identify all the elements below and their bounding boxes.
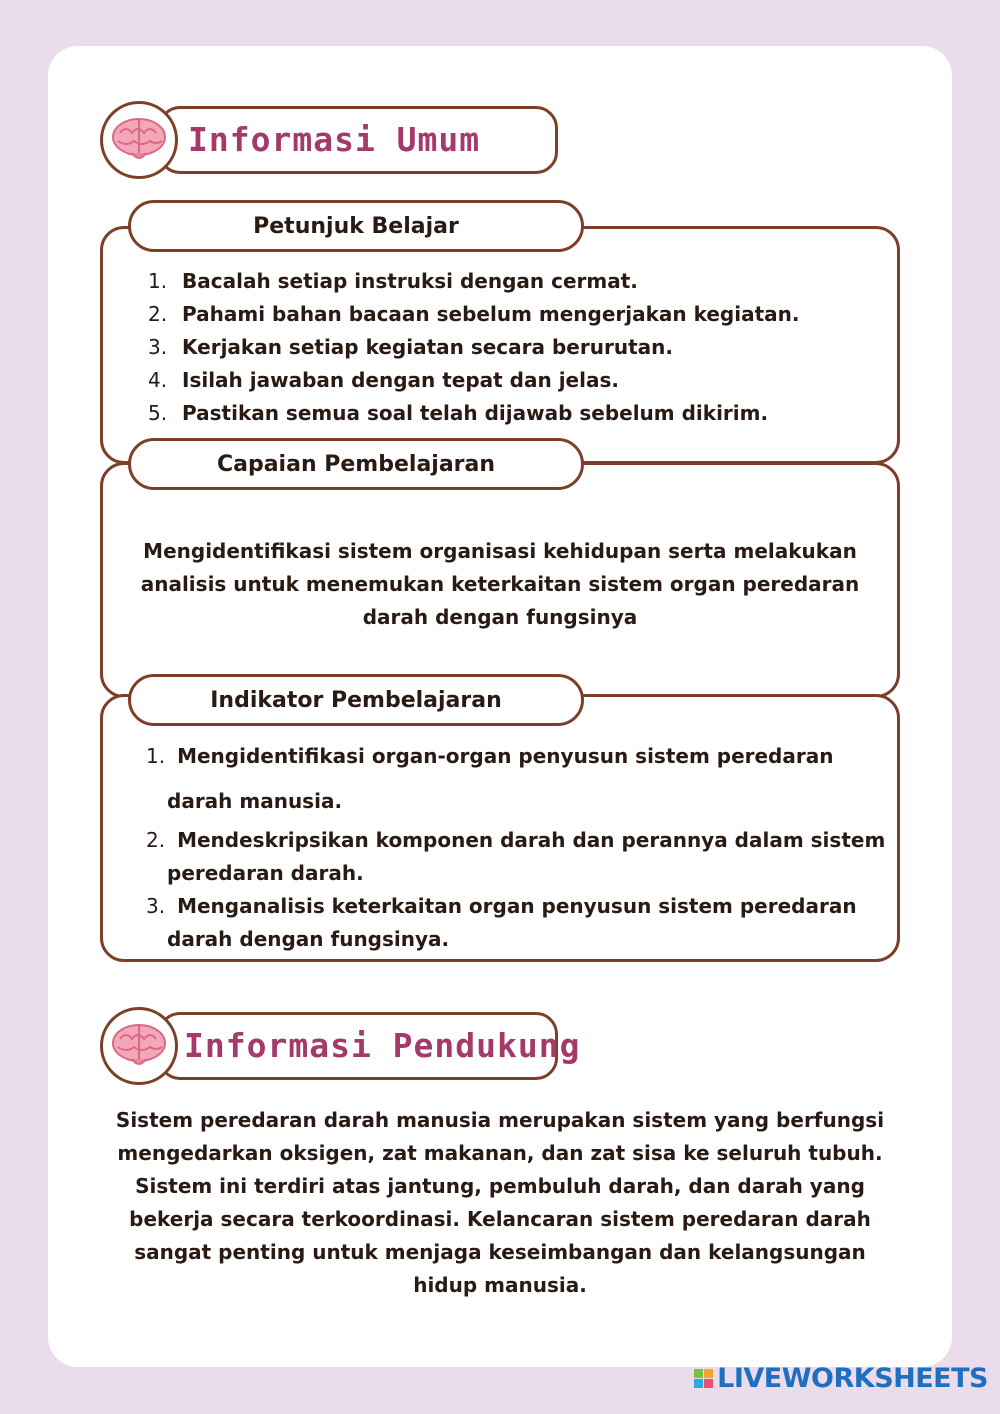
capaian-label: Capaian Pembelajaran bbox=[128, 438, 584, 490]
logo-grid-icon bbox=[694, 1369, 713, 1388]
list-item-continuation: darah dengan fungsinya. bbox=[167, 927, 450, 951]
indikator-label: Indikator Pembelajaran bbox=[128, 674, 584, 726]
list-item: 3. Kerjakan setiap kegiatan secara berurutan. bbox=[148, 335, 673, 359]
support-paragraph: Sistem peredaran darah manusia merupakan sistem yang berfungsi mengedarkan oksigen, zat makanan, dan zat sisa ke seluruh tubuh. Sistem ini terdiri atas jantung, pembuluh darah, dan darah yang bekerja secara terkoordinasi. Kelancaran sistem peredaran darah sangat penting untuk menjaga keseimbangan dan kelangsungan hidup manusia. bbox=[115, 1108, 885, 1297]
liveworksheets-logo[interactable] bbox=[694, 1363, 988, 1394]
brain-icon-wrapper bbox=[100, 1007, 178, 1085]
list-item: 3. Menganalisis keterkaitan organ penyusun sistem peredaran bbox=[146, 894, 857, 918]
brain-icon bbox=[110, 115, 168, 165]
section-title-general-text: Informasi Umum bbox=[188, 120, 481, 159]
worksheet-card bbox=[48, 46, 952, 1367]
list-item: 4. Isilah jawaban dengan tepat dan jelas. bbox=[148, 368, 619, 392]
petunjuk-label: Petunjuk Belajar bbox=[128, 200, 584, 252]
list-item: 2. Mendeskripsikan komponen darah dan perannya dalam sistem bbox=[146, 828, 886, 852]
brain-icon-wrapper bbox=[100, 101, 178, 179]
list-item: 1. Mengidentifikasi organ-organ penyusun sistem peredaran bbox=[146, 744, 834, 768]
capaian-text: Mengidentifikasi sistem organisasi kehidupan serta melakukan analisis untuk menemukan keterkaitan sistem organ peredaran darah dengan fungsinya bbox=[140, 539, 860, 629]
list-item: 5. Pastikan semua soal telah dijawab sebelum dikirim. bbox=[148, 401, 769, 425]
section-title-support-text: Informasi Pendukung bbox=[184, 1026, 581, 1065]
list-item: 2. Pahami bahan bacaan sebelum mengerjakan kegiatan. bbox=[148, 302, 800, 326]
brain-icon bbox=[110, 1021, 168, 1071]
brand-text: LIVEWORKSHEETS bbox=[717, 1363, 988, 1394]
petunjuk-list bbox=[148, 265, 800, 430]
list-item: 1. Bacalah setiap instruksi dengan cermat. bbox=[148, 269, 638, 293]
list-item-continuation: peredaran darah. bbox=[167, 861, 364, 885]
list-item-continuation: darah manusia. bbox=[167, 789, 343, 813]
